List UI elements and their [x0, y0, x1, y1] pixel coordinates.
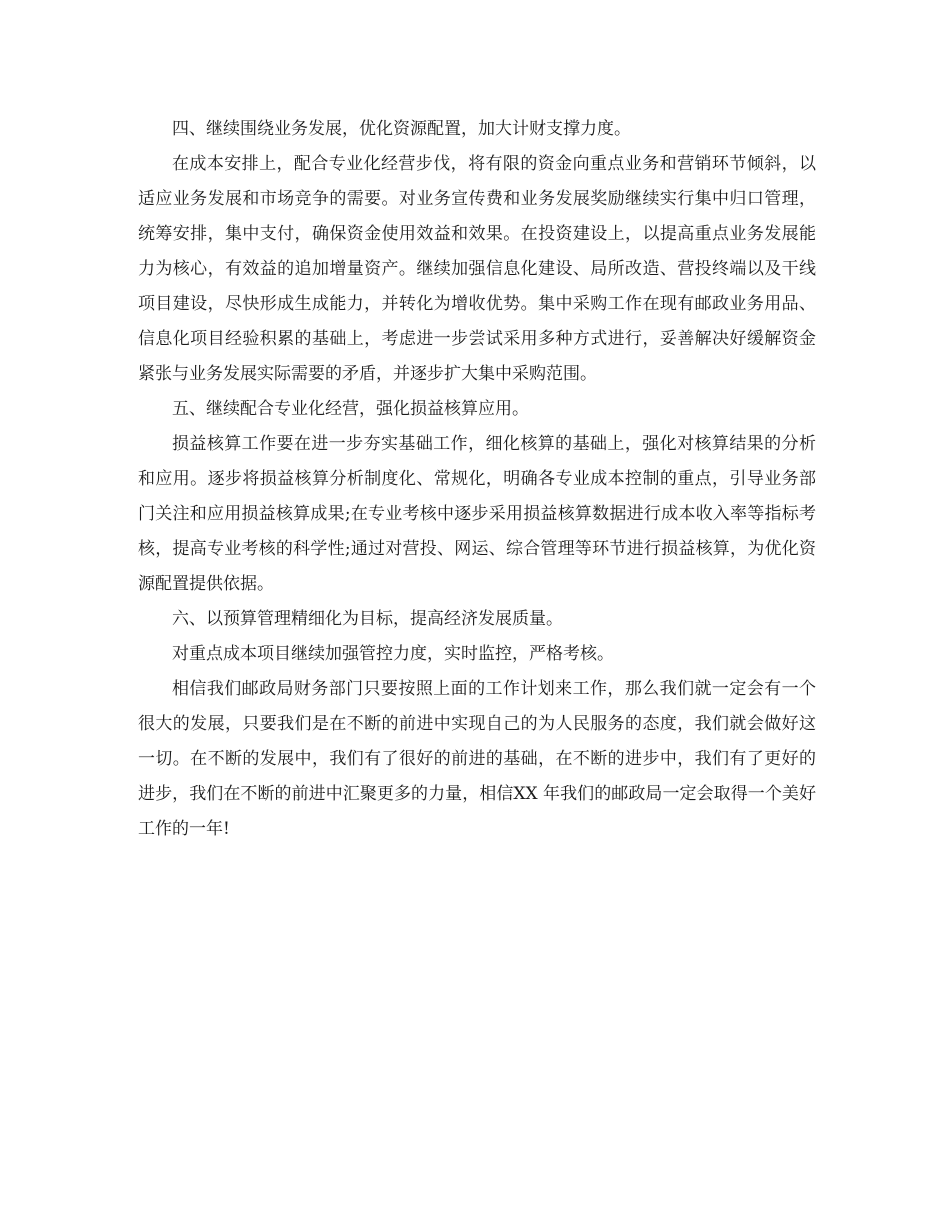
section-heading-4: 四、继续围绕业务发展，优化资源配置，加大计财支撑力度。: [172, 119, 631, 139]
section-heading-5: 五、继续配合专业化经营，强化损益核算应用。: [172, 399, 529, 419]
paragraph-profit-loss-accounting: 损益核算工作要在进一步夯实基础工作，细化核算的基础上，强化对核算结果的分析和应用。逐步将损益核算分析制度化、常规化，明确各专业成本控制的重点，引导业务部门关注和应用损益核算成果;在专业考核中逐步采用损益核算数据进行成本收入率等指标考核，提高专业考核的科学性;通过对营投、网运、综合管理等环节进行损益核算，为优化资源配置提供依据。: [138, 434, 816, 594]
paragraph-cost-arrangement: 在成本安排上，配合专业化经营步伐，将有限的资金向重点业务和营销环节倾斜，以适应业务发展和市场竞争的需要。对业务宣传费和业务发展奖励继续实行集中归口管理，统筹安排，集中支付，确保资金使用效益和效果。在投资建设上，以提高重点业务发展能力为核心，有效益的追加增量资产。继续加强信息化建设、局所改造、营投终端以及干线项目建设，尽快形成生成能力，并转化为增收优势。集中采购工作在现有邮政业务用品、信息化项目经验积累的基础上，考虑进一步尝试采用多种方式进行，妥善解决好缓解资金紧张与业务发展实际需要的矛盾，并逐步扩大集中采购范围。: [138, 154, 816, 384]
section-heading-6: 六、以预算管理精细化为目标，提高经济发展质量。: [172, 609, 563, 629]
paragraph-cost-control: 对重点成本项目继续加强管控力度，实时监控，严格考核。: [172, 644, 614, 664]
paragraph-conclusion: 相信我们邮政局财务部门只要按照上面的工作计划来工作，那么我们就一定会有一个很大的发展，只要我们是在不断的前进中实现自己的为人民服务的态度，我们就会做好这一切。在不断的发展中，我们有了很好的前进的基础，在不断的进步中，我们有了更好的进步，我们在不断的前进中汇聚更多的力量，相信XX 年我们的邮政局一定会取得一个美好工作的一年!: [138, 679, 816, 839]
document-page: [138, 112, 816, 847]
